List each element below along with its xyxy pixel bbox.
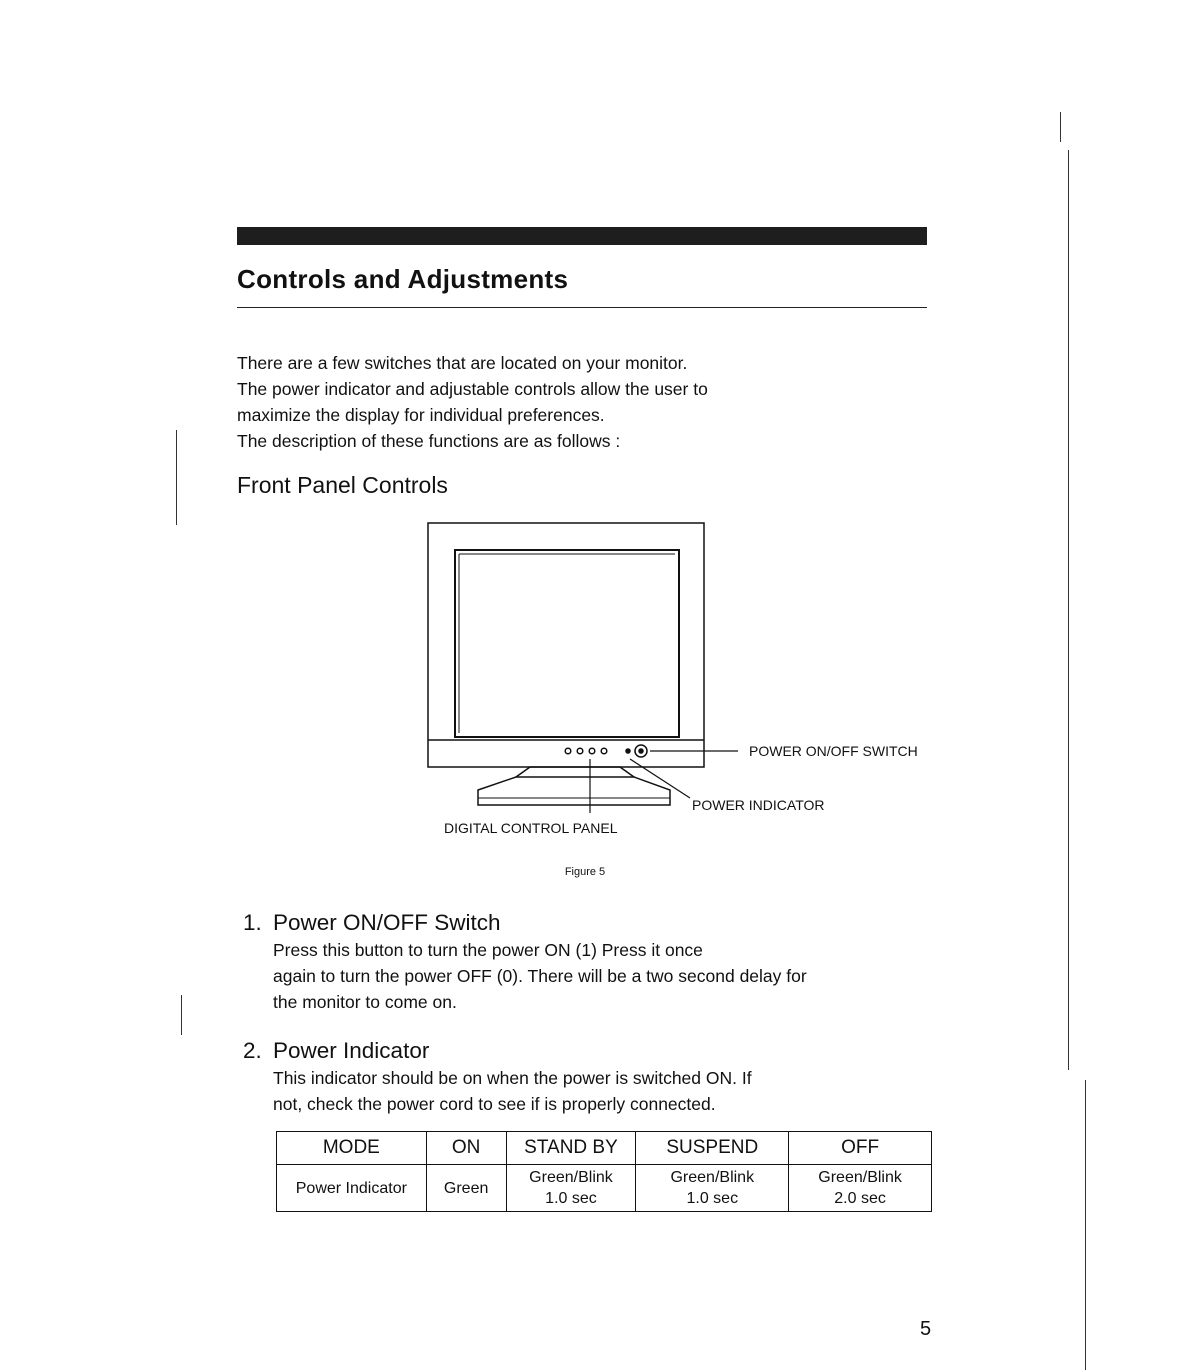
cell-line: Green/Blink [529,1169,613,1186]
table-cell [636,1165,789,1212]
table-header-cell: STAND BY [506,1132,636,1165]
item-line: This indicator should be on when the power is switched ON. If [273,1068,752,1088]
cell-line: 1.0 sec [545,1190,597,1207]
control-button [565,748,571,754]
control-button [577,748,583,754]
intro-line: The description of these functions are as follows : [237,431,621,451]
intro-line: maximize the display for individual preferences. [237,405,605,425]
left-margin-mark [181,995,182,1035]
front-panel-heading: Front Panel Controls [237,472,448,498]
power-switch-label: POWER ON/OFF SWITCH [749,743,918,759]
table-row [277,1165,932,1212]
cell-line: Green/Blink [818,1169,902,1186]
item-title-text: Power ON/OFF Switch [273,910,501,935]
monitor-screen [455,550,679,737]
left-margin-mark [176,430,177,525]
page-number: 5 [920,1318,932,1340]
item-number: 1. [243,910,262,935]
monitor-base [478,777,670,805]
table-cell [789,1165,932,1212]
figure-caption: Figure 5 [564,866,606,878]
table-cell: Power Indicator [277,1165,427,1212]
table-header-cell: OFF [789,1132,932,1165]
cell-line: 2.0 sec [834,1190,886,1207]
page-title: Controls and Adjustments [237,264,569,294]
power-mode-table [276,1131,932,1212]
intro-paragraph [237,350,877,454]
cell-line: Green/Blink [670,1169,755,1186]
control-button [589,748,595,754]
item-title-text: Power Indicator [273,1038,430,1063]
item-line: Press this button to turn the power ON (1) Press it once [273,940,703,960]
cell-line: 1.0 sec [686,1190,739,1207]
monitor-bezel [428,523,704,767]
table-header-cell: MODE [277,1132,427,1165]
item-power-switch-body [273,937,807,1015]
item-line: the monitor to come on. [273,992,457,1012]
table-cell: Green [426,1165,506,1212]
table-header-cell: ON [426,1132,506,1165]
power-indicator-label: POWER INDICATOR [692,797,825,813]
monitor-figure [420,515,980,850]
control-panel-label: DIGITAL CONTROL PANEL [444,820,618,836]
item-line: again to turn the power OFF (0). There will be a two second delay for [273,966,807,986]
intro-line: The power indicator and adjustable controls allow the user to [237,379,708,399]
item-power-indicator-body [273,1065,752,1117]
title-rule [237,307,927,308]
monitor-neck [516,767,634,777]
table-header-row [277,1132,932,1165]
table-header-cell: SUSPEND [636,1132,789,1165]
item-line: not, check the power cord to see if is properly connected. [273,1094,716,1114]
right-binding-line [1068,150,1069,1070]
control-button [601,748,607,754]
power-indicator-led [626,749,630,753]
right-binding-line [1085,1080,1086,1370]
item-power-switch-title [243,910,501,936]
table-cell [506,1165,636,1212]
item-power-indicator-title [243,1038,429,1064]
monitor-illustration [428,523,704,805]
intro-line: There are a few switches that are located on your monitor. [237,353,688,373]
item-number: 2. [243,1038,262,1063]
right-margin-mark [1060,112,1061,142]
section-header-bar [237,227,927,245]
